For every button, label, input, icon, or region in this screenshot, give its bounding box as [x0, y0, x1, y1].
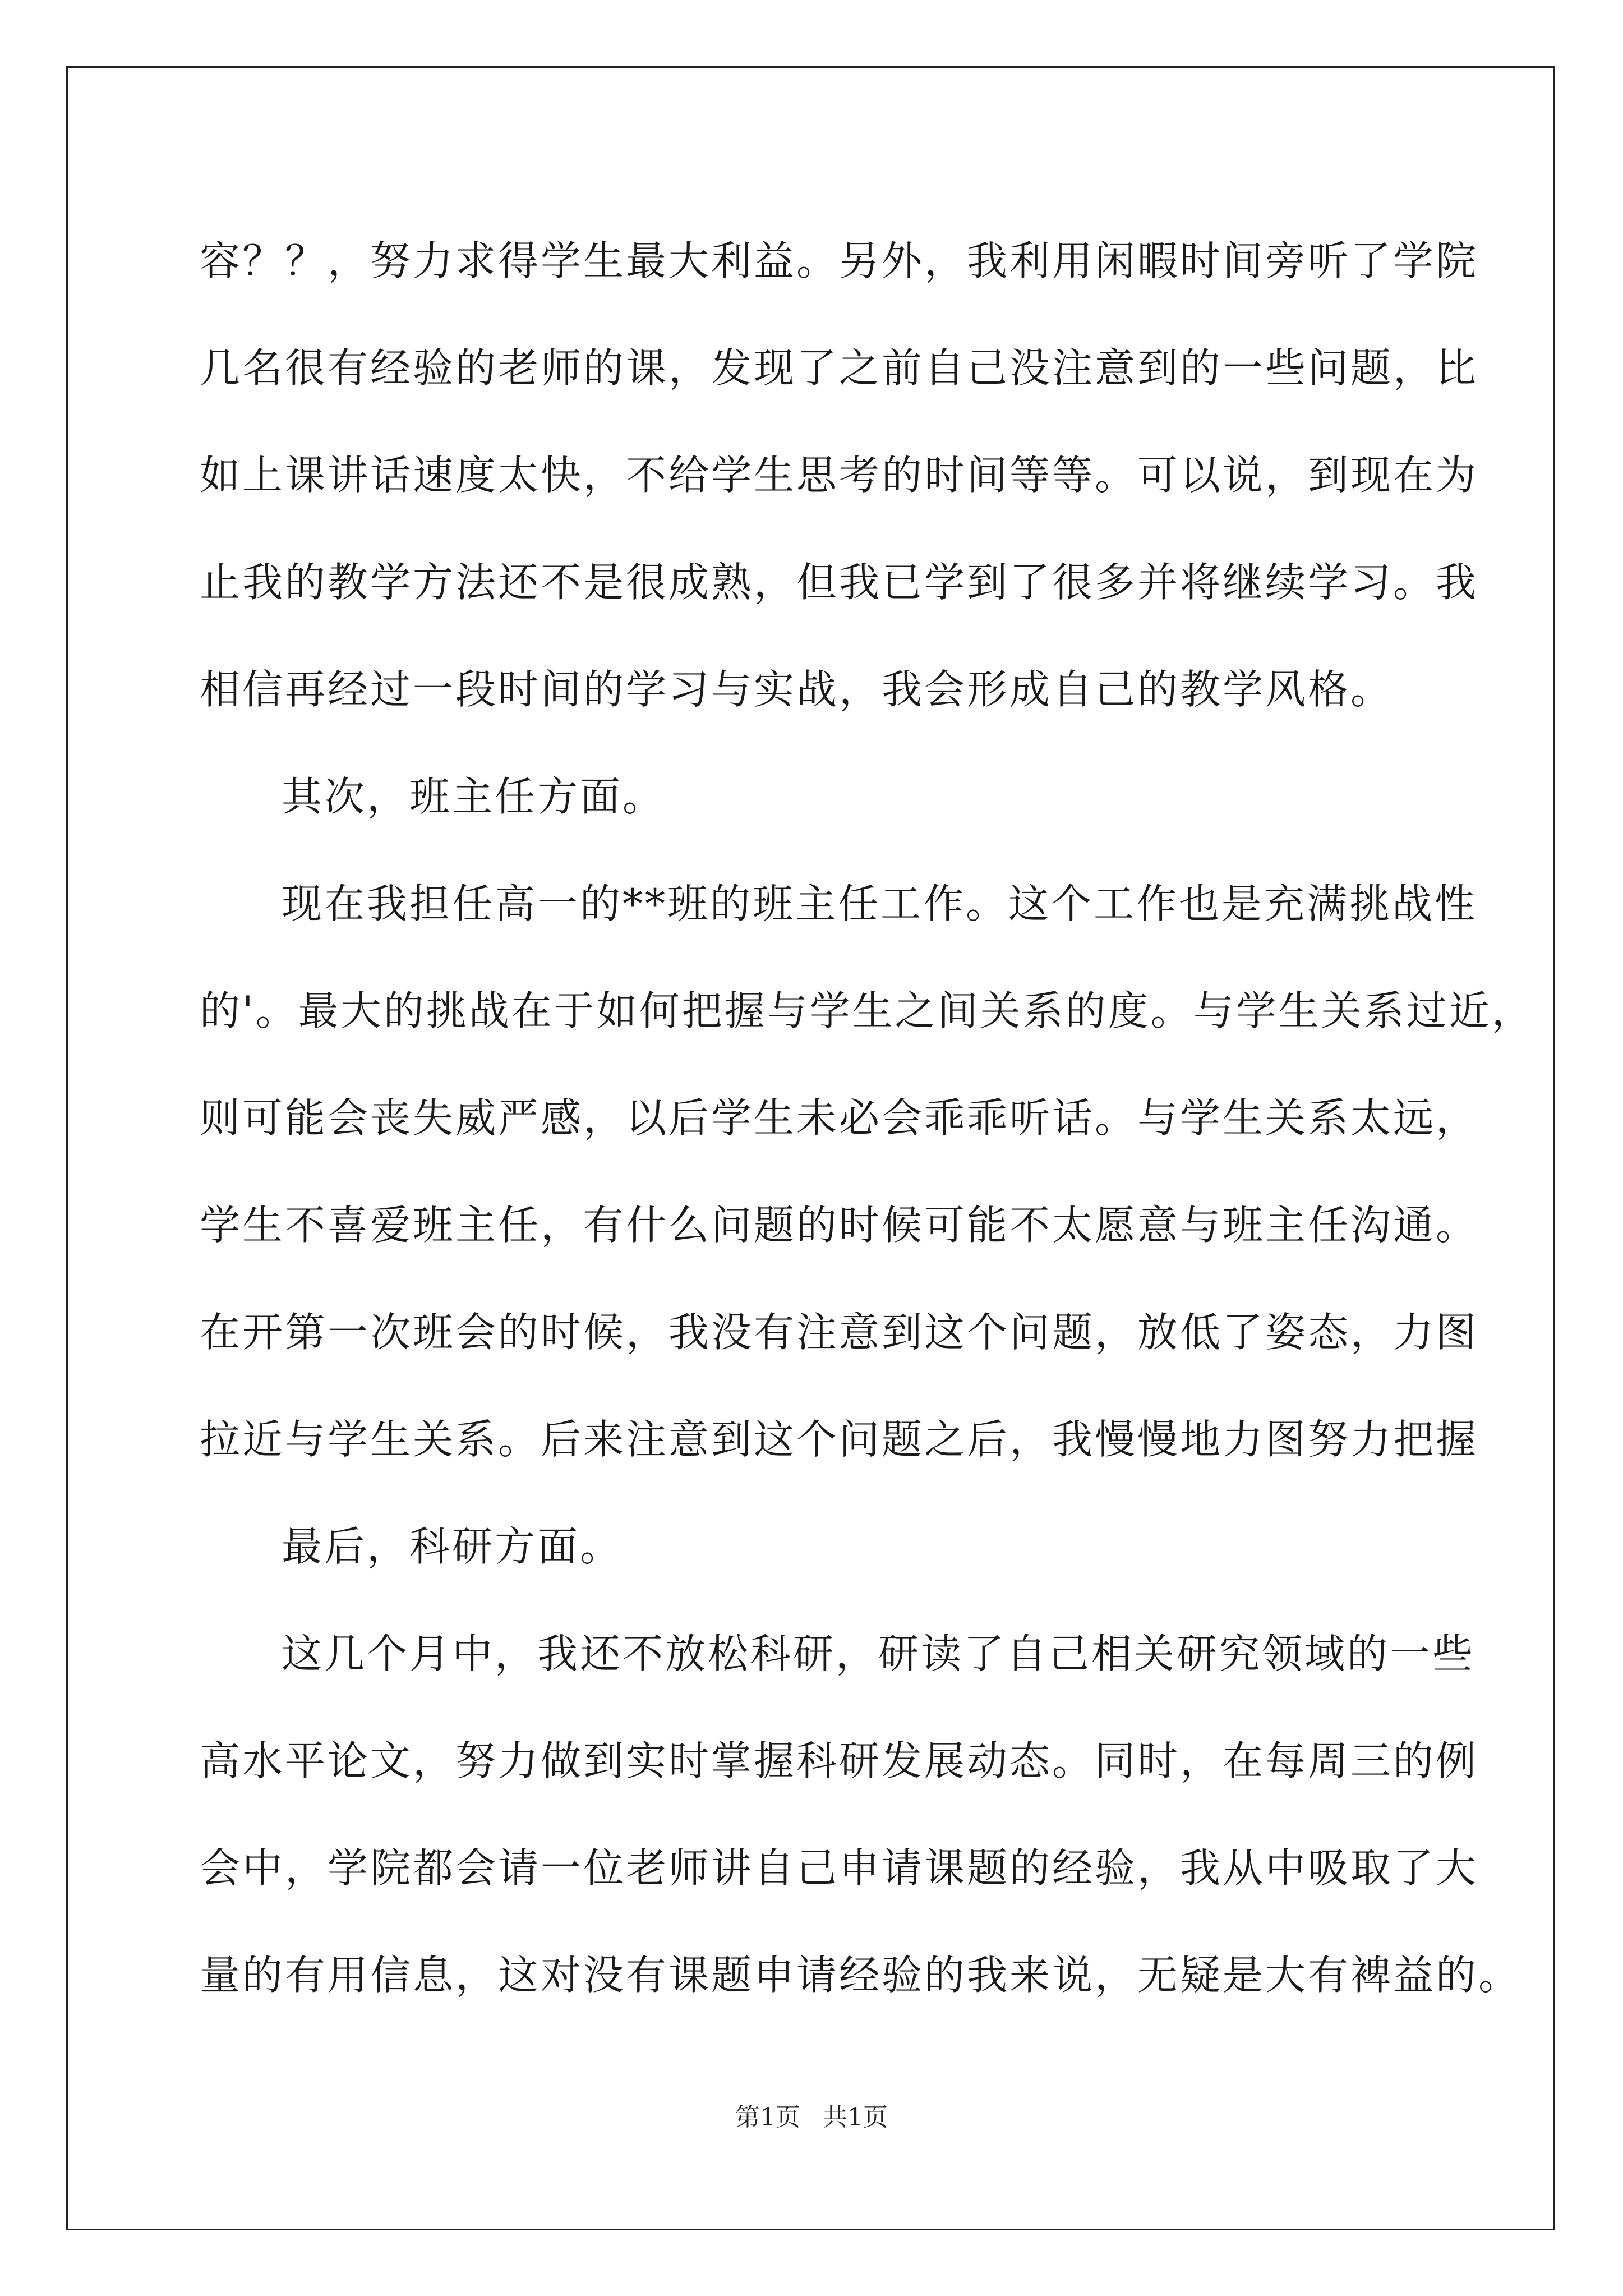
section-heading: 最后，科研方面。: [282, 1523, 623, 1570]
page-footer: [0, 2097, 1623, 2133]
text-line: 相信再经过一段时间的学习与实战，我会形成自己的教学风格。: [200, 666, 1394, 713]
text-line: 学生不喜爱班主任，有什么问题的时候可能不太愿意与班主任沟通。: [200, 1202, 1479, 1249]
text-line: 拉近与学生关系。后来注意到这个问题之后，我慢慢地力图努力把握: [200, 1416, 1479, 1463]
text-line: 则可能会丧失威严感，以后学生未必会乖乖听话。与学生关系太远，: [200, 1094, 1479, 1142]
section-heading: 其次，班主任方面。: [282, 773, 666, 820]
text-line: 这几个月中，我还不放松科研，研读了自己相关研究领域的一些: [282, 1630, 1476, 1677]
text-line: 止我的教学方法还不是很成熟，但我已学到了很多并将继续学习。我: [200, 559, 1479, 606]
text-line: 高水平论文，努力做到实时掌握科研发展动态。同时，在每周三的例: [200, 1737, 1479, 1784]
text-line: 量的有用信息，这对没有课题申请经验的我来说，无疑是大有裨益的。: [200, 1952, 1521, 1999]
text-line: 几名很有经验的老师的课，发现了之前自己没注意到的一些问题，比: [200, 344, 1479, 392]
text-line: 如上课讲话速度太快，不给学生思考的时间等等。可以说，到现在为: [200, 452, 1479, 499]
text-line: 的'。最大的挑战在于如何把握与学生之间关系的度。与学生关系过近，: [200, 987, 1534, 1034]
text-line: 现在我担任高一的**班的班主任工作。这个工作也是充满挑战性: [282, 880, 1478, 927]
text-line: 容？？，努力求得学生最大利益。另外，我利用闲暇时间旁听了学院: [200, 237, 1479, 284]
page-total: 共1页: [823, 2103, 888, 2132]
document-body: [200, 208, 1534, 2029]
text-line: 会中，学院都会请一位老师讲自己申请课题的经验，我从中吸取了大: [200, 1844, 1479, 1892]
page-number: 第1页: [735, 2103, 800, 2132]
text-line: 在开第一次班会的时候，我没有注意到这个问题，放低了姿态，力图: [200, 1309, 1479, 1356]
